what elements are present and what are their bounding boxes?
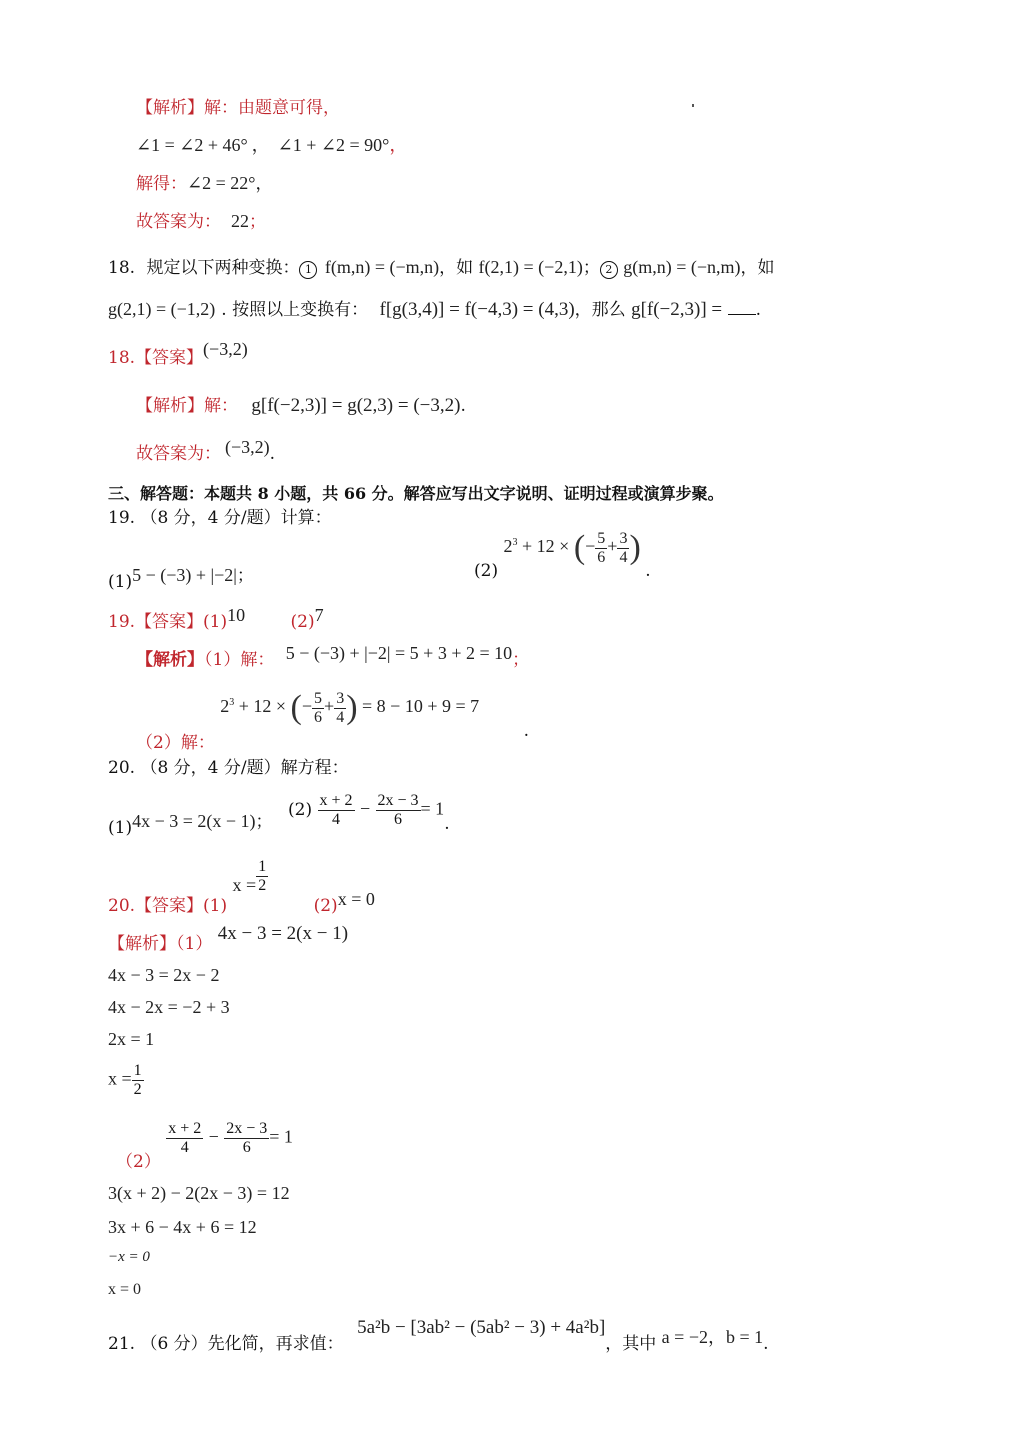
expression: 5a²b − [3ab² − (5ab² − 3) + 4a²b] bbox=[357, 1317, 606, 1338]
answer-label: 19.【答案】(1) bbox=[108, 612, 228, 632]
base: 2 bbox=[220, 696, 230, 717]
analysis-label: 【解析】 bbox=[136, 98, 204, 118]
circled-number-1: 1 bbox=[299, 261, 317, 279]
analysis-part-label: （1） bbox=[176, 934, 213, 954]
question-text: . 按照以上变换有： bbox=[221, 300, 369, 320]
punct: ； bbox=[512, 650, 530, 670]
exponent: 3 bbox=[229, 697, 235, 709]
numerator: 1 bbox=[258, 858, 267, 875]
q19-title: 19. （8 分，4 分/题）计算： bbox=[108, 508, 332, 528]
answer-label: 18.【答案】 bbox=[108, 348, 204, 368]
answer-2: 7 bbox=[314, 605, 324, 625]
question-text: ，那么 bbox=[574, 300, 626, 320]
base: 2 bbox=[503, 536, 513, 557]
f-example: f(2,1) = (−2,1) bbox=[478, 257, 583, 277]
analysis-part-label: （2）解： bbox=[136, 733, 215, 754]
numerator: 3 bbox=[619, 530, 628, 547]
exponent: 3 bbox=[512, 537, 518, 549]
q18-statement-line2 bbox=[108, 300, 761, 319]
denominator: 4 bbox=[336, 708, 345, 726]
analysis-label: 【解析】 bbox=[136, 396, 204, 416]
fraction bbox=[132, 1062, 144, 1098]
q17-solve-line bbox=[136, 174, 272, 193]
rhs: = 1 bbox=[269, 1126, 293, 1147]
analysis-equation: g[f(−2,3)] = g(2,3) = (−3,2) bbox=[251, 395, 461, 416]
numerator: 2x − 3 bbox=[226, 1120, 268, 1137]
q19-analysis-1 bbox=[136, 643, 530, 670]
answer-2: x = 0 bbox=[337, 888, 375, 909]
q20-answer-line bbox=[108, 858, 375, 916]
part-label: (1) bbox=[108, 818, 133, 838]
equation-1: ∠1 = ∠2 + 46° bbox=[136, 135, 248, 155]
numerator: 2x − 3 bbox=[377, 792, 419, 809]
rhs: = 1 bbox=[420, 798, 445, 819]
answer-1: 10 bbox=[227, 605, 246, 625]
answer-value: (−3,2) bbox=[203, 339, 248, 359]
stray-mark bbox=[692, 104, 694, 107]
equation-2: ∠1 + ∠2 = 90° bbox=[277, 135, 390, 155]
q20-title: 20. （8 分，4 分/题）解方程： bbox=[108, 758, 349, 778]
q17-answer-line bbox=[136, 212, 266, 231]
part-label: (2) bbox=[474, 561, 499, 582]
question-expression: g[f(−2,3)] = bbox=[631, 299, 723, 320]
denominator: 4 bbox=[180, 1138, 189, 1156]
answer-label: 20.【答案】(1) bbox=[108, 895, 228, 916]
left-paren: ( bbox=[573, 529, 586, 567]
punct: ； bbox=[582, 258, 600, 278]
solve-equation: ∠2 = 22° bbox=[187, 173, 256, 193]
punct: . bbox=[755, 300, 761, 320]
answer-1-lhs: x = bbox=[232, 874, 257, 895]
question-text: 规定以下两种变换： bbox=[146, 258, 300, 278]
numerator: 5 bbox=[597, 530, 606, 547]
punct: . bbox=[460, 396, 466, 416]
numerator: x + 2 bbox=[319, 792, 353, 809]
equation: 4x − 3 = 2(x − 1) bbox=[132, 811, 256, 831]
q19-part1 bbox=[108, 565, 254, 592]
q19-answer-line bbox=[108, 605, 324, 632]
q20-step: x = 0 bbox=[108, 1281, 142, 1298]
q17-equations bbox=[136, 136, 407, 154]
q18-answer-line bbox=[108, 339, 248, 368]
analysis-label: 【解析】 bbox=[108, 934, 176, 954]
denominator: 6 bbox=[314, 708, 323, 726]
q21-line bbox=[108, 1317, 769, 1354]
answer-label: (2) bbox=[290, 612, 315, 632]
right-paren: ) bbox=[629, 529, 641, 567]
question-text: ，如 bbox=[439, 258, 474, 278]
analysis-text: 解：由题意可得， bbox=[204, 98, 340, 118]
q20-analysis-1 bbox=[108, 923, 349, 954]
expression: 5 − (−3) + |−2| bbox=[132, 565, 237, 585]
fraction bbox=[166, 1120, 203, 1156]
q20-step: 3(x + 2) − 2(2x − 3) = 12 bbox=[108, 1183, 290, 1203]
analysis-part-label: （1）解： bbox=[204, 650, 275, 670]
denominator: 4 bbox=[619, 548, 628, 566]
separator: ， bbox=[389, 135, 408, 155]
q20-analysis-2: （2） $\frac{x + 2}{4}$ − $\frac{2x - 3}{6}$ = 1 bbox=[116, 1120, 293, 1172]
denominator: 6 bbox=[242, 1138, 251, 1156]
fraction bbox=[256, 858, 268, 894]
q18-analysis-line bbox=[136, 396, 466, 415]
fraction bbox=[312, 690, 324, 726]
q18-statement-line1 bbox=[108, 258, 775, 279]
denominator: 6 bbox=[394, 810, 403, 828]
lhs: x = bbox=[108, 1068, 132, 1089]
circled-number-2: 2 bbox=[600, 261, 618, 279]
answer-blank bbox=[728, 314, 756, 315]
q20-step: 4x − 3 = 2x − 2 bbox=[108, 965, 220, 985]
separator: ， bbox=[251, 135, 270, 155]
fraction bbox=[595, 530, 607, 566]
fraction bbox=[376, 792, 421, 828]
denominator: 2 bbox=[133, 1080, 142, 1098]
analysis-part-label: （2） bbox=[116, 1151, 161, 1172]
condition: a = −2，b = 1 bbox=[661, 1327, 764, 1347]
fraction bbox=[318, 792, 355, 828]
right-paren: ) bbox=[346, 689, 358, 727]
solve-label: 解得： bbox=[136, 174, 187, 194]
punct: ； bbox=[236, 566, 254, 586]
question-text: ，其中 bbox=[605, 1334, 657, 1354]
left-paren: ( bbox=[290, 689, 302, 727]
question-text: ，如 bbox=[740, 258, 775, 278]
answer-label: 故答案为： bbox=[136, 212, 221, 232]
analysis-text: 解： bbox=[204, 396, 238, 416]
fraction bbox=[617, 530, 629, 566]
analysis-equation: 4x − 3 = 2(x − 1) bbox=[217, 923, 349, 944]
part-label: (1) bbox=[108, 572, 133, 592]
punct: . bbox=[645, 561, 651, 582]
q17-analysis-line bbox=[136, 100, 340, 117]
q20-step: 2x = 1 bbox=[108, 1029, 155, 1049]
q20-step: 3x + 6 − 4x + 6 = 12 bbox=[108, 1217, 257, 1237]
punct: . bbox=[763, 1334, 769, 1354]
composition-example: f[g(3,4)] = f(−4,3) = (4,3) bbox=[379, 299, 575, 320]
denominator: 2 bbox=[258, 876, 267, 894]
section-heading: 三、解答题：本题共 8 小题，共 66 分。解答应写出文字说明、证明过程或演算步聚。 bbox=[108, 484, 724, 503]
punct: . bbox=[269, 444, 276, 464]
part-label: (2) bbox=[288, 799, 313, 820]
punct: . bbox=[523, 721, 530, 742]
fraction bbox=[334, 690, 346, 726]
g-example: g(2,1) = (−1,2) bbox=[108, 299, 216, 319]
numerator: x + 2 bbox=[168, 1120, 202, 1137]
punct: ， bbox=[255, 174, 273, 194]
q18-final-answer-line bbox=[136, 437, 276, 464]
punct: ； bbox=[249, 212, 266, 232]
analysis-equation: = 8 − 10 + 9 = 7 bbox=[357, 696, 480, 717]
q20-step: 4x − 2x = −2 + 3 bbox=[108, 997, 230, 1017]
fraction bbox=[224, 1120, 269, 1156]
answer-label: 故答案为： bbox=[136, 444, 221, 464]
denominator: 6 bbox=[597, 548, 606, 566]
analysis-label: 【解析】 bbox=[136, 650, 204, 670]
numerator: 1 bbox=[133, 1062, 142, 1079]
q19-part2: (2) $2^3 + 12$ × (− $\frac{5}{6}$ + $\frac{3}{4}$ ) . bbox=[474, 529, 651, 582]
analysis-equation: 5 − (−3) + |−2| = 5 + 3 + 2 = 10 bbox=[285, 643, 513, 663]
f-definition: f(m,n) = (−m,n) bbox=[324, 257, 440, 277]
question-title: 21. （6 分）先化简，再求值： bbox=[108, 1334, 344, 1354]
operator: + 12 × bbox=[234, 696, 291, 717]
q20-part1 bbox=[108, 811, 273, 838]
answer-value: (−3,2) bbox=[225, 437, 270, 457]
g-definition: g(m,n) = (−n,m) bbox=[623, 257, 741, 277]
operator: + 12 × bbox=[517, 536, 574, 557]
q19-analysis-2: （2）解： $2^3 + 12$ × (− $\frac{5}{6}$ + $\frac{3}{4}$ ) = 8 − 10 + 9 = 7 . bbox=[136, 689, 530, 754]
answer-label: (2) bbox=[313, 895, 338, 916]
punct: . bbox=[444, 813, 450, 834]
punct: ； bbox=[255, 812, 273, 832]
q20-part2: (2) $\frac{x + 2}{4}$ − $\frac{2x - 3}{6}$ = 1. bbox=[288, 792, 450, 834]
question-number: 18. bbox=[108, 258, 136, 278]
numerator: 5 bbox=[314, 690, 323, 707]
denominator: 4 bbox=[332, 810, 341, 828]
numerator: 3 bbox=[336, 690, 345, 707]
q20-step: −x = 0 bbox=[108, 1249, 150, 1265]
q20-step-final bbox=[108, 1062, 144, 1098]
answer-value: 22 bbox=[231, 211, 249, 231]
